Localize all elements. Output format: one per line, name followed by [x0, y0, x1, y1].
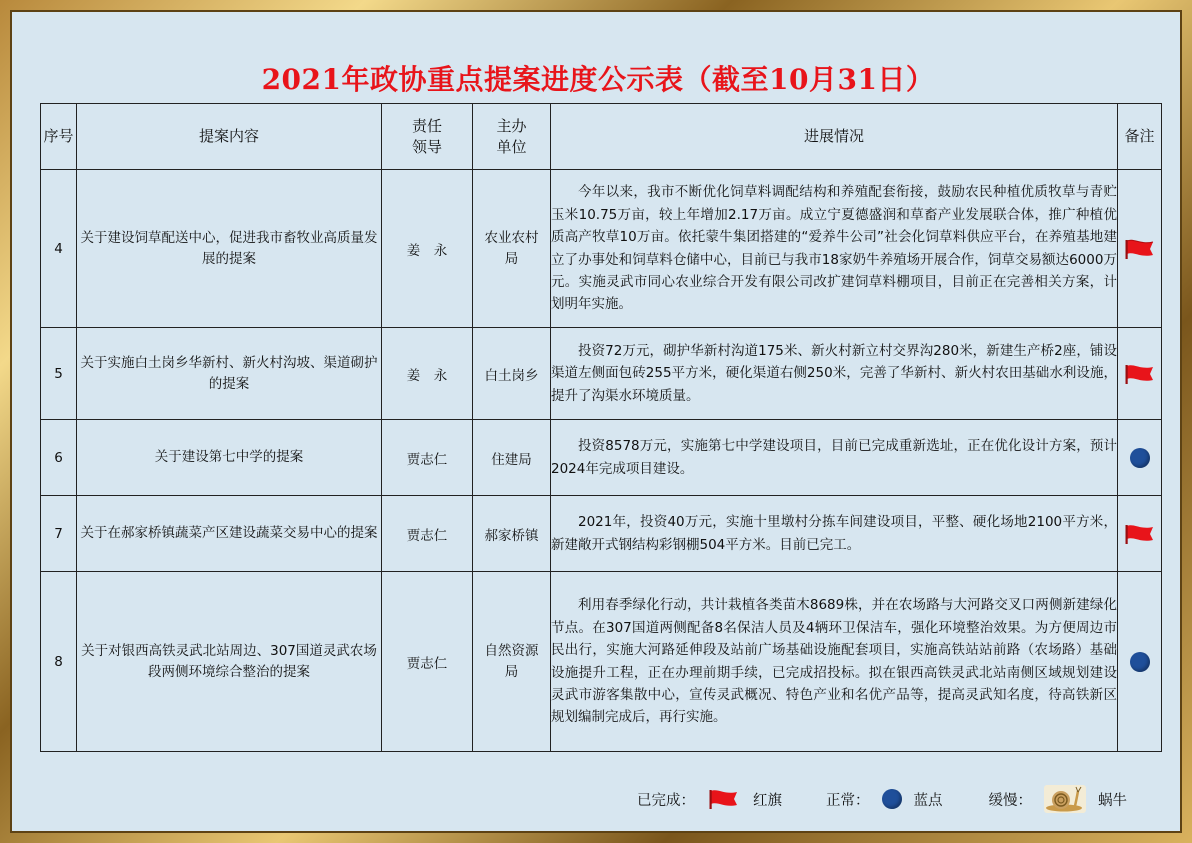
blue-dot-icon [1130, 652, 1150, 672]
page-title: 2021年政协重点提案进度公示表（截至10月31日） [261, 63, 935, 96]
row-progress: 投资72万元，砌护华新村沟道175米、新火村新立村交界沟280米，新建生产桥2座，铺设渠道左侧面包砖255平方米，硬化渠道右侧250米，完善了华新村、新火村农田基础水利设施，提升了沟渠水环境质量。 [551, 328, 1118, 420]
row-status [1118, 496, 1162, 572]
header-content: 提案内容 [77, 104, 382, 170]
row-content: 关于建设第七中学的提案 [77, 420, 382, 496]
row-leader: 贾志仁 [382, 572, 473, 752]
row-progress: 2021年，投资40万元，实施十里墩村分拣车间建设项目，平整、硬化场地2100平方米，新建敞开式钢结构彩钢棚504平方米。目前已完工。 [551, 496, 1118, 572]
red-flag-icon [1124, 363, 1156, 385]
legend-normal-name: 蓝点 [913, 792, 943, 809]
row-progress: 今年以来，我市不断优化饲草料调配结构和养殖配套衔接，鼓励农民种植优质牧草与青贮玉米10.75万亩，较上年增加2.17万亩。成立宁夏德盛润和草畜产业发展联合体，推广种植优质高产牧草10万亩。依托蒙牛集团搭建的“爱养牛公司”社会化饲草料供应平台，在养殖基地建立了办事处和饲草料仓储中心，目前已与我市18家奶牛养殖场开展合作，饲草交易额达6000万元。实施灵武市同心农业综合开发有限公司改扩建饲草料棚项目，目前正在完善相关方案，计划明年实施。 [551, 170, 1118, 328]
row-unit: 住建局 [473, 420, 551, 496]
red-flag-icon [707, 788, 741, 810]
legend-done-label: 已完成： [637, 792, 695, 809]
header-index: 序号 [41, 104, 77, 170]
legend-slow-name: 蜗牛 [1098, 792, 1127, 809]
row-progress: 利用春季绿化行动，共计栽植各类苗木8689株，并在农场路与大河路交叉口两侧新建绿化节点。在307国道两侧配备8名保洁人员及4辆环卫保洁车，强化环境整治效果。为方便周边市民出行，实施大河路延伸段及站前广场基础设施配套项目，实施高铁站站前路（农场路）基础设施提升工程，正在办理前期手续，已完成招投标。拟在银西高铁灵武北站南侧区域规划建设灵武市游客集散中心，宣传灵武概况、特色产业和名优产品等，提高灵武知名度，待高铁新区规划编制完成后，再行实施。 [551, 572, 1118, 752]
blue-dot-icon [1130, 448, 1150, 468]
row-content: 关于对银西高铁灵武北站周边、307国道灵武农场段两侧环境综合整治的提案 [77, 572, 382, 752]
red-flag-icon [1124, 523, 1156, 545]
row-status [1118, 420, 1162, 496]
row-leader: 贾志仁 [382, 496, 473, 572]
row-leader: 姜 永 [382, 328, 473, 420]
row-unit: 自然资源 局 [473, 572, 551, 752]
row-content: 关于建设饲草配送中心，促进我市畜牧业高质量发展的提案 [77, 170, 382, 328]
table-row [41, 572, 1162, 752]
blue-dot-icon [882, 789, 902, 809]
row-index: 8 [41, 572, 77, 752]
proposal-table [40, 103, 1162, 752]
table-row [41, 170, 1162, 328]
row-status [1118, 170, 1162, 328]
legend-normal-label: 正常： [826, 792, 870, 809]
header-remark: 备注 [1118, 104, 1162, 170]
row-index: 6 [41, 420, 77, 496]
red-flag-icon [1124, 238, 1156, 260]
row-unit: 白土岗乡 [473, 328, 551, 420]
row-leader: 姜 永 [382, 170, 473, 328]
row-unit: 农业农村 局 [473, 170, 551, 328]
row-index: 5 [41, 328, 77, 420]
snail-icon [1044, 785, 1086, 813]
table-row [41, 496, 1162, 572]
table-row [41, 328, 1162, 420]
header-progress: 进展情况 [551, 104, 1118, 170]
header-unit: 主办 单位 [473, 104, 551, 170]
header-row [41, 104, 1162, 170]
legend-slow-label: 缓慢： [988, 792, 1032, 809]
legend [637, 785, 1139, 813]
row-unit: 郝家桥镇 [473, 496, 551, 572]
row-index: 7 [41, 496, 77, 572]
row-content: 关于在郝家桥镇蔬菜产区建设蔬菜交易中心的提案 [77, 496, 382, 572]
header-leader: 责任 领导 [382, 104, 473, 170]
table-row [41, 420, 1162, 496]
row-status [1118, 572, 1162, 752]
row-leader: 贾志仁 [382, 420, 473, 496]
row-index: 4 [41, 170, 77, 328]
legend-done-name: 红旗 [753, 792, 782, 809]
row-content: 关于实施白土岗乡华新村、新火村沟坡、渠道砌护的提案 [77, 328, 382, 420]
row-status [1118, 328, 1162, 420]
row-progress: 投资8578万元，实施第七中学建设项目，目前已完成重新选址，正在优化设计方案，预计2024年完成项目建设。 [551, 420, 1118, 496]
board [10, 10, 1182, 833]
